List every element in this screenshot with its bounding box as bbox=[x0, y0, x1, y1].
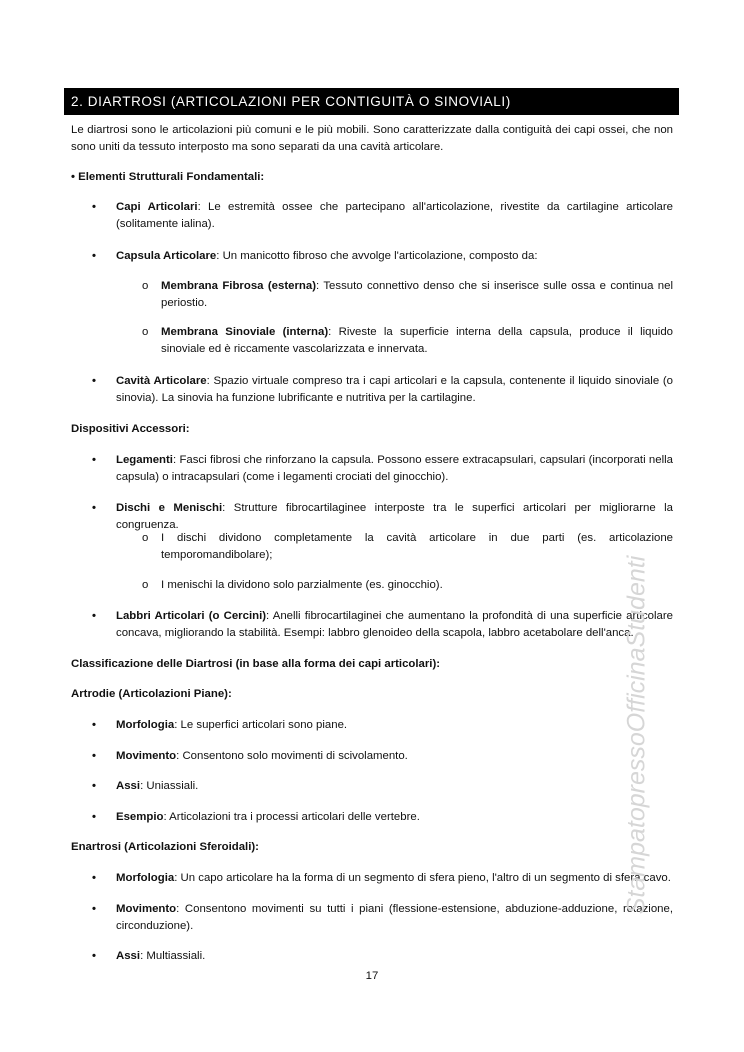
definition: : Fasci fibrosi che rinforzano la capsula. Possono essere extracapsulari, capsulari (incorporati nella capsula) o intracapsulari (come i legamenti crociati del ginocchio). bbox=[116, 454, 673, 483]
definition: : Anelli fibrocartilaginei che aumentano la profondità di una superficie articolare concava, migliorando la stabilità. Esempi: labbro glenoideo della scapola, labbro acetabolare dell'anca. bbox=[116, 610, 673, 639]
definition: : Consentono solo movimenti di scivolamento. bbox=[176, 750, 408, 762]
sub-bullet-icon: o bbox=[142, 280, 149, 292]
section-header: 2. DIARTROSI (ARTICOLAZIONI PER CONTIGUITÀ O SINOVIALI) bbox=[64, 88, 679, 115]
list-item-labbri bbox=[92, 608, 673, 642]
term: Assi bbox=[116, 950, 141, 962]
watermark: StampatopressoOfficinaStudenti bbox=[622, 555, 651, 915]
artrodie-heading: Artrodie (Articolazioni Piane): bbox=[71, 688, 232, 700]
definition: : Spazio virtuale compreso tra i capi articolari e la capsula, contenente il liquido sinoviale (o sinovia). La sinovia ha funzione lubrificante e nutritiva per la cartilagine. bbox=[116, 375, 673, 404]
intro-paragraph: Le diartrosi sono le articolazioni più comuni e le più mobili. Sono caratterizzate dalla contiguità dei capi ossei, che non sono uniti da tessuto interposto ma sono separati da una cavità articolare. bbox=[71, 124, 673, 153]
bullet-icon: • bbox=[92, 950, 96, 962]
bullet-icon: • bbox=[92, 750, 96, 762]
term: Labbri Articolari (o Cercini) bbox=[116, 610, 267, 622]
sub-bullet-icon: o bbox=[142, 326, 149, 338]
term: Morfologia bbox=[116, 872, 175, 884]
list-item-capi bbox=[92, 199, 673, 233]
term: Esempio bbox=[116, 811, 164, 823]
dispositivi-heading: Dispositivi Accessori: bbox=[71, 423, 190, 435]
definition: : Strutture fibrocartilaginee interposte tra le superfici articolari per migliorarne la congruenza. bbox=[116, 502, 673, 531]
definition: : Consentono movimenti su tutti i piani (flessione-estensione, abduzione-adduzione, rotazione, circonduzione). bbox=[116, 903, 673, 932]
definition: : Multiassiali. bbox=[140, 950, 206, 962]
bullet-icon: • bbox=[92, 719, 96, 731]
list-item bbox=[92, 778, 673, 795]
bullet-icon: • bbox=[92, 780, 96, 792]
term: Dischi e Menischi bbox=[116, 502, 223, 514]
list-item-cavita bbox=[92, 373, 673, 407]
list-item bbox=[92, 717, 673, 734]
term: Membrana Sinoviale (interna) bbox=[161, 326, 329, 338]
sub-item-sinoviale bbox=[142, 324, 673, 358]
sub-item-dischi bbox=[142, 530, 673, 564]
definition: : Un capo articolare ha la forma di un segmento di sfera pieno, l'altro di un segmento di sfera cavo. bbox=[174, 872, 671, 884]
list-item-dischi bbox=[92, 500, 673, 534]
sub-item-fibrosa bbox=[142, 278, 674, 312]
definition: : Tessuto connettivo denso che si inserisce sulle ossa e continua nel periostio. bbox=[161, 280, 674, 309]
definition: : Un manicotto fibroso che avvolge l'articolazione, composto da: bbox=[216, 250, 538, 262]
list-item bbox=[92, 809, 673, 826]
sub-item-menischi bbox=[142, 577, 673, 594]
term: Legamenti bbox=[116, 454, 173, 466]
list-item-legamenti bbox=[92, 452, 673, 486]
list-item bbox=[92, 748, 673, 765]
term: Morfologia bbox=[116, 719, 175, 731]
definition: I dischi dividono completamente la cavità articolare in due parti (es. articolazione temporomandibolare); bbox=[161, 532, 673, 561]
bullet-icon: • bbox=[92, 502, 96, 514]
definition: : Articolazioni tra i processi articolari delle vertebre. bbox=[163, 811, 420, 823]
definition: I menischi la dividono solo parzialmente (es. ginocchio). bbox=[161, 579, 443, 591]
definition: : Uniassiali. bbox=[140, 780, 199, 792]
bullet-icon: • bbox=[92, 375, 96, 387]
bullet-icon: • bbox=[92, 872, 96, 884]
sub-bullet-icon: o bbox=[142, 532, 149, 544]
elementi-heading: • Elementi Strutturali Fondamentali: bbox=[71, 171, 265, 183]
bullet-icon: • bbox=[92, 250, 96, 262]
term: Movimento bbox=[116, 903, 177, 915]
bullet-icon: • bbox=[92, 811, 96, 823]
enartrosi-heading: Enartrosi (Articolazioni Sferoidali): bbox=[71, 841, 259, 853]
list-item bbox=[92, 901, 673, 935]
term: Assi bbox=[116, 780, 141, 792]
bullet-icon: • bbox=[92, 610, 96, 622]
list-item bbox=[92, 948, 673, 965]
sub-bullet-icon: o bbox=[142, 579, 149, 591]
term: Capsula Articolare bbox=[116, 250, 217, 262]
bullet-icon: • bbox=[92, 201, 96, 213]
list-item-capsula bbox=[92, 248, 673, 265]
definition: : Le estremità ossee che partecipano all'articolazione, rivestite da cartilagine articolare (solitamente ialina). bbox=[116, 201, 673, 230]
term: Capi Articolari bbox=[116, 201, 198, 213]
definition: : Le superfici articolari sono piane. bbox=[174, 719, 348, 731]
page-number: 17 bbox=[365, 970, 379, 982]
bullet-icon: • bbox=[92, 454, 96, 466]
classificazione-heading: Classificazione delle Diartrosi (in base alla forma dei capi articolari): bbox=[71, 658, 441, 670]
list-item bbox=[92, 870, 673, 887]
definition: : Riveste la superficie interna della capsula, produce il liquido sinoviale ed è riccamente vascolarizzata e innervata. bbox=[161, 326, 673, 355]
term: Membrana Fibrosa (esterna) bbox=[161, 280, 316, 292]
term: Movimento bbox=[116, 750, 177, 762]
bullet-icon: • bbox=[92, 903, 96, 915]
term: Cavità Articolare bbox=[116, 375, 207, 387]
